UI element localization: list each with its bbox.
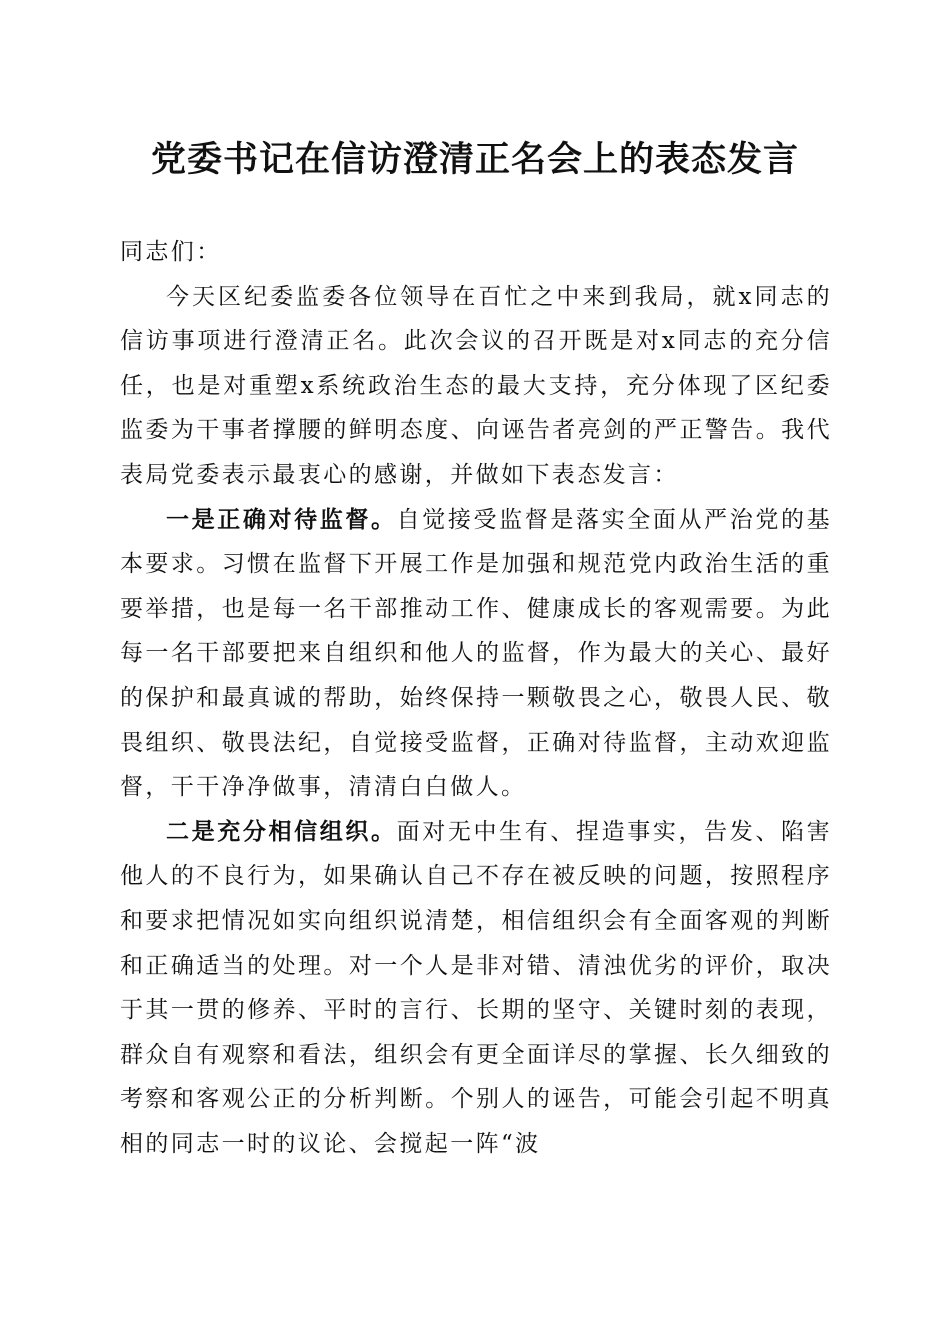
document-body	[120, 230, 832, 1166]
paragraph-lead: 一是正确对待监督。	[166, 505, 397, 533]
salutation: 同志们：	[120, 239, 222, 265]
paragraph-text: 自觉接受监督是落实全面从严治党的基本要求。习惯在监督下开展工作是加强和规范党内政治生活的重要举措，也是每一名干部推动工作、健康成长的客观需要。为此每一名干部要把来自组织和他人的监督，作为最大的关心、最好的保护和最真诚的帮助，始终保持一颗敬畏之心，敬畏人民、敬畏组织、敬畏法纪，自觉接受监督，正确对待监督，主动欢迎监督，干干净净做事，清清白白做人。	[120, 506, 832, 801]
document-title: 党委书记在信访澄清正名会上的表态发言	[150, 139, 799, 180]
paragraph-text: 面对无中生有、捏造事实，告发、陷害他人的不良行为，如果确认自己不存在被反映的问题，按照程序和要求把情况如实向组织说清楚，相信组织会有全面客观的判断和正确适当的处理。对一个人是非对错、清浊优劣的评价，取决于其一贯的修养、平时的言行、长期的坚守、关键时刻的表现，群众自有观察和看法，组织会有更全面详尽的掌握、长久细致的考察和客观公正的分析判断。个别人的诬告，可能会引起不明真相的同志一时的议论、会搅起一阵“波	[120, 818, 832, 1157]
paragraph-point-one	[120, 498, 832, 810]
paragraph-text: 今天区纪委监委各位领导在百忙之中来到我局，就x同志的信访事项进行澄清正名。此次会议的召开既是对x同志的充分信任，也是对重塑x系统政治生态的最大支持，充分体现了区纪委监委为干事者撑腰的鲜明态度、向诬告者亮剑的严正警告。我代表局党委表示最衷心的感谢，并做如下表态发言：	[120, 283, 832, 488]
paragraph-point-two	[120, 810, 832, 1167]
paragraph-opening	[120, 275, 832, 498]
paragraph-lead: 二是充分相信组织。	[166, 817, 397, 845]
